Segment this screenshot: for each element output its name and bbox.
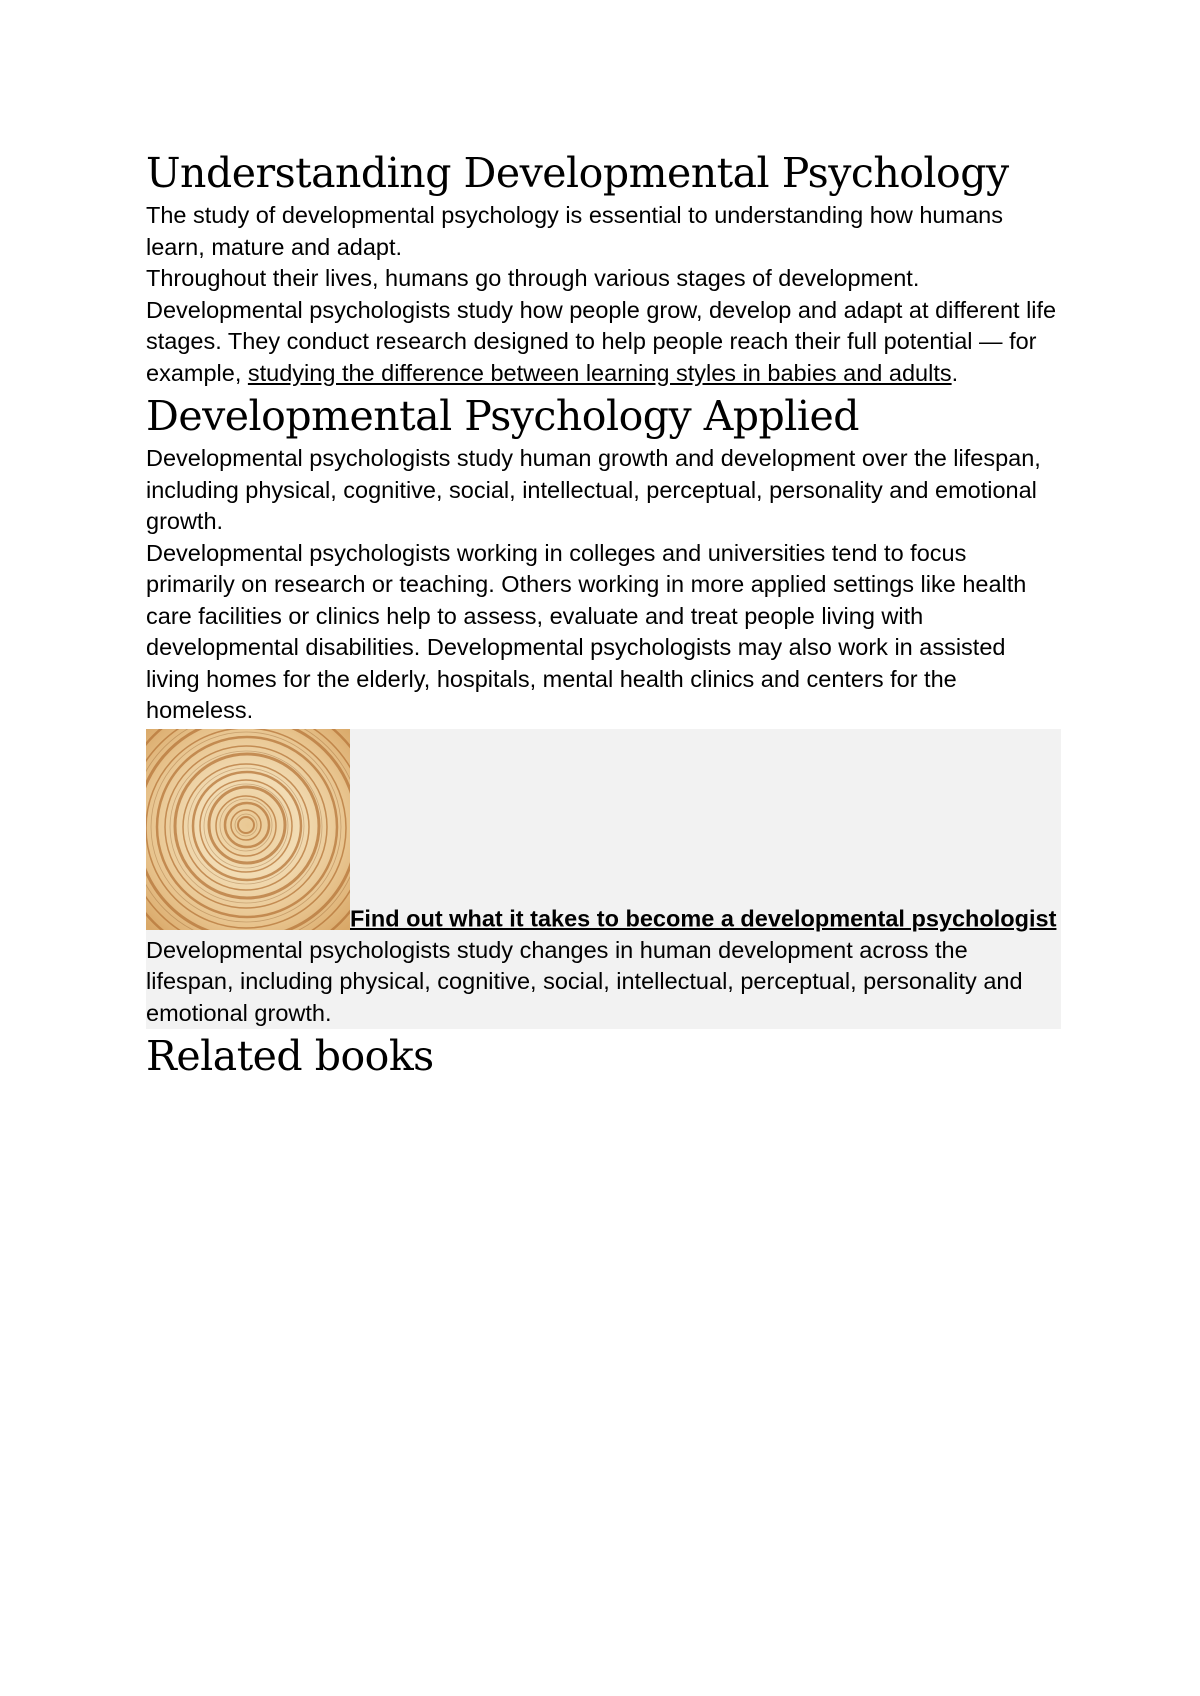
intro-body-text: Throughout their lives, humans go through various stages of development. Developmental psychologists study how people grow, develop and adapt at different life stages. They conduct research designed to help people reach their full potential — for example, [146, 265, 1057, 386]
section-heading-related-books: Related books [146, 1032, 434, 1080]
learning-styles-link[interactable]: studying the difference between learning styles in babies and adults [247, 359, 952, 386]
applied-paragraph-1: Developmental psychologists study human growth and development over the lifespan, including physical, cognitive, social, intellectual, perceptual, personality and emotional growth. [146, 445, 1041, 534]
page-title: Understanding Developmental Psychology [146, 149, 1009, 197]
become-developmental-psychologist-link[interactable]: Find out what it takes to become a developmental psychologist [350, 905, 1057, 931]
intro-body-paragraph [146, 263, 1061, 389]
intro-body-end: . [951, 359, 959, 386]
section-heading-applied: Developmental Psychology Applied [146, 392, 860, 440]
applied-paragraph-2: Developmental psychologists working in colleges and universities tend to focus primarily on research or teaching. Others working in more applied settings like health care facilities or clinics help to assess, evaluate and treat people living with developmental disabilities. Developmental psychologists may also work in assisted living homes for the elderly, hospitals, mental health clinics and centers for the homeless. [146, 539, 1027, 723]
intro-lead-paragraph: The study of developmental psychology is essential to understanding how humans learn, mature and adapt. [146, 202, 1003, 260]
career-callout [146, 729, 1061, 1030]
document-page [146, 146, 1061, 1083]
tree-rings-icon[interactable] [146, 729, 350, 930]
callout-link-line [146, 729, 1061, 935]
callout-description: Developmental psychologists study changes in human development across the lifespan, including physical, cognitive, social, intellectual, perceptual, personality and emotional growth. [146, 936, 1023, 1026]
tree-rings-image [146, 729, 350, 930]
